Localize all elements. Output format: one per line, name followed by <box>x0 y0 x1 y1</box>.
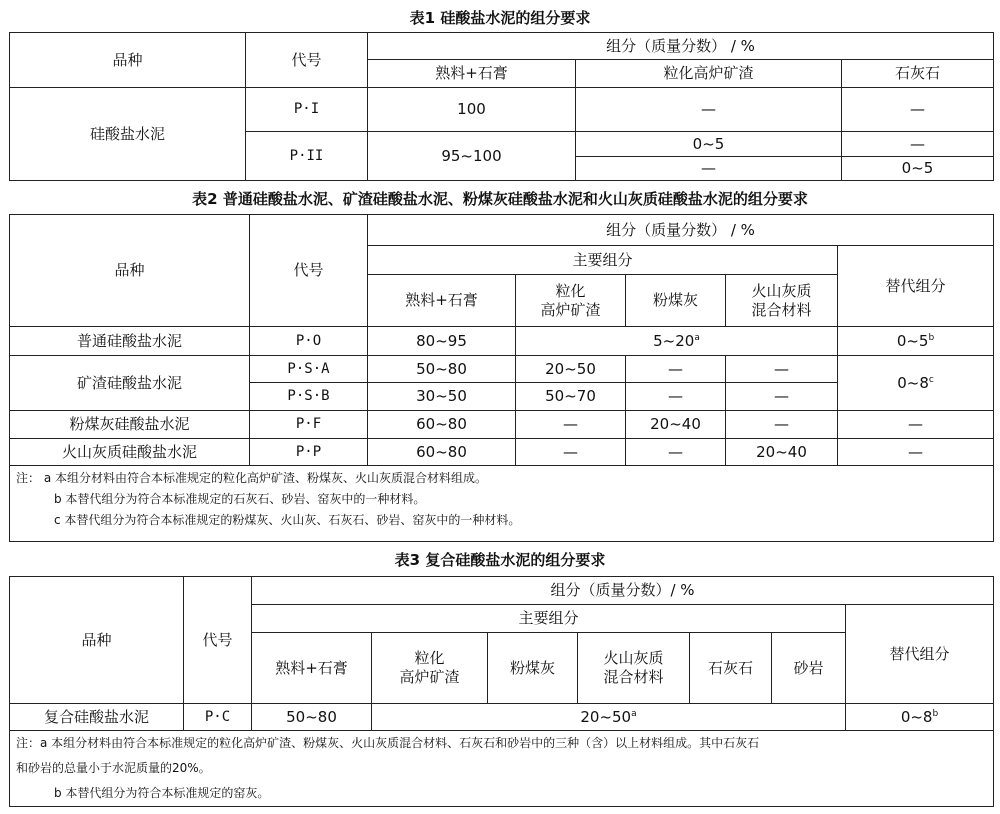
t3-header-slag <box>372 633 488 704</box>
t1-header-slag: 粒化高炉矿渣 <box>576 60 842 88</box>
t2-header-variety: 品种 <box>10 215 250 327</box>
t2-row1-mix-value: 5~20 <box>653 331 695 350</box>
t1-row1-slag: — <box>576 88 842 132</box>
t2-row1-mix-note: a <box>694 332 700 343</box>
t2-note-c: c 本替代组分为符合本标准规定的粉煤灰、火山灰、石灰石、砂岩、窑灰中的一种材料。 <box>54 513 521 527</box>
t2-row2b-slag: 50~70 <box>516 383 626 411</box>
t3-header-pozzolan-line1: 火山灰质 <box>603 649 664 667</box>
t1-header-composition: 组分（质量分数） / % <box>368 33 994 60</box>
t3-header-slag-line2: 高炉矿渣 <box>399 668 460 686</box>
t3-header-substitute: 替代组分 <box>846 605 994 704</box>
t2-row2-substitute <box>838 356 994 411</box>
t1-row2-code: P·II <box>246 132 368 181</box>
t2-row1-substitute <box>838 327 994 356</box>
t3-header-limestone: 石灰石 <box>690 633 772 704</box>
t3-row1-mix-note: a <box>631 708 637 719</box>
t3-note-a: 注：a 本组分材料由符合本标准规定的粒化高炉矿渣、粉煤灰、火山灰质混合材料、石灰石和砂岩中的三种（含）以上材料组成。其中石灰石 <box>16 736 760 750</box>
t3-note-a-cont: 和砂岩的总量小于水泥质量的20%。 <box>16 761 211 775</box>
t3-row1-mix <box>372 704 846 731</box>
t3-row1-name: 复合硅酸盐水泥 <box>10 704 184 731</box>
t3-header-composition: 组分（质量分数）/ % <box>252 577 994 605</box>
t2-row3-flyash: 20~40 <box>626 411 726 439</box>
t2-row1-code: P·O <box>250 327 368 356</box>
t2-row1-name: 普通硅酸盐水泥 <box>10 327 250 356</box>
t3-note-b: b 本替代组分为符合本标准规定的窑灰。 <box>54 786 270 800</box>
t2-row4-flyash: — <box>626 439 726 466</box>
t1-header-limestone: 石灰石 <box>842 60 994 88</box>
t3-header-pozzolan-line2: 混合材料 <box>603 668 664 686</box>
t1-row1-clinker: 100 <box>368 88 576 132</box>
t2-row2-name: 矿渣硅酸盐水泥 <box>10 356 250 411</box>
t1-row-name: 硅酸盐水泥 <box>10 88 246 181</box>
t2-row4-substitute: — <box>838 439 994 466</box>
t2-row2a-slag: 20~50 <box>516 356 626 383</box>
t2-row1-mix <box>516 327 838 356</box>
t3-row1-sub-value: 0~8 <box>900 707 933 726</box>
t3-row1-code: P·C <box>184 704 252 731</box>
t2-row4-slag: — <box>516 439 626 466</box>
t1-row1-limestone: — <box>842 88 994 132</box>
t1-header-variety: 品种 <box>10 33 246 88</box>
t2-header-slag <box>516 275 626 327</box>
t2-row2-sub-note: c <box>928 374 934 385</box>
t2-row2b-code: P·S·B <box>250 383 368 411</box>
t3-header-flyash: 粉煤灰 <box>488 633 578 704</box>
t2-row4-pozzolan: 20~40 <box>726 439 838 466</box>
t2-row2b-clinker: 30~50 <box>368 383 516 411</box>
t2-row1-sub-value: 0~5 <box>896 331 929 350</box>
t3-row1-substitute <box>846 704 994 731</box>
t3-row1-sub-note: b <box>932 708 939 719</box>
t1-row2a-slag: 0~5 <box>576 132 842 157</box>
t2-header-code: 代号 <box>250 215 368 327</box>
table1-caption: 表1 硅酸盐水泥的组分要求 <box>409 9 591 27</box>
t2-header-main: 主要组分 <box>368 246 838 275</box>
t1-row2b-slag: — <box>576 157 842 181</box>
t3-row1-clinker: 50~80 <box>252 704 372 731</box>
t1-row2a-limestone: — <box>842 132 994 157</box>
t3-notes <box>10 731 994 807</box>
t3-header-clinker: 熟料+石膏 <box>252 633 372 704</box>
t2-row2b-pozzolan: — <box>726 383 838 411</box>
t2-row2a-code: P·S·A <box>250 356 368 383</box>
t2-header-pozzolan <box>726 275 838 327</box>
t2-row3-name: 粉煤灰硅酸盐水泥 <box>10 411 250 439</box>
t3-row1-mix-value: 20~50 <box>580 707 632 726</box>
t2-notes <box>10 466 994 542</box>
t2-header-clinker: 熟料+石膏 <box>368 275 516 327</box>
t1-row1-code: P·I <box>246 88 368 132</box>
t2-row2-sub-value: 0~8 <box>897 373 929 392</box>
t2-header-pozzolan-line1: 火山灰质 <box>751 281 812 300</box>
t3-header-slag-line1: 粒化 <box>414 649 445 667</box>
t3-header-pozzolan <box>578 633 690 704</box>
t2-row1-sub-note: b <box>928 332 935 343</box>
t3-header-code: 代号 <box>184 577 252 704</box>
t2-row3-clinker: 60~80 <box>368 411 516 439</box>
table2 <box>9 214 994 542</box>
t2-row3-slag: — <box>516 411 626 439</box>
table2-caption: 表2 普通硅酸盐水泥、矿渣硅酸盐水泥、粉煤灰硅酸盐水泥和火山灰质硅酸盐水泥的组分要求 <box>192 190 808 208</box>
t2-row3-substitute: — <box>838 411 994 439</box>
t1-row2b-limestone: 0~5 <box>842 157 994 181</box>
t2-row1-clinker: 80~95 <box>368 327 516 356</box>
t1-row2-clinker: 95~100 <box>368 132 576 181</box>
t2-header-substitute: 替代组分 <box>838 246 994 327</box>
t2-row4-code: P·P <box>250 439 368 466</box>
t2-row2a-flyash: — <box>626 356 726 383</box>
t2-row2a-pozzolan: — <box>726 356 838 383</box>
t2-row3-code: P·F <box>250 411 368 439</box>
table3-caption: 表3 复合硅酸盐水泥的组分要求 <box>394 551 606 569</box>
t3-header-main: 主要组分 <box>252 605 846 633</box>
t2-header-flyash: 粉煤灰 <box>626 275 726 327</box>
t2-header-pozzolan-line2: 混合材料 <box>751 300 812 319</box>
t1-header-code: 代号 <box>246 33 368 88</box>
t3-header-variety: 品种 <box>10 577 184 704</box>
table1 <box>9 32 994 181</box>
t2-row3-pozzolan: — <box>726 411 838 439</box>
t2-header-slag-line2: 高炉矿渣 <box>540 300 601 319</box>
t2-note-a: 注： a 本组分材料由符合本标准规定的粒化高炉矿渣、粉煤灰、火山灰质混合材料组成。 <box>16 471 487 485</box>
t2-row4-name: 火山灰质硅酸盐水泥 <box>10 439 250 466</box>
t2-row2a-clinker: 50~80 <box>368 356 516 383</box>
t2-header-composition: 组分（质量分数） / % <box>368 215 994 246</box>
t2-row2b-flyash: — <box>626 383 726 411</box>
table3 <box>9 576 994 807</box>
t1-header-clinker: 熟料+石膏 <box>368 60 576 88</box>
t3-header-sandstone: 砂岩 <box>772 633 846 704</box>
t2-header-slag-line1: 粒化 <box>555 281 586 300</box>
t2-row4-clinker: 60~80 <box>368 439 516 466</box>
t2-note-b: b 本替代组分为符合本标准规定的石灰石、砂岩、窑灰中的一种材料。 <box>54 492 426 506</box>
